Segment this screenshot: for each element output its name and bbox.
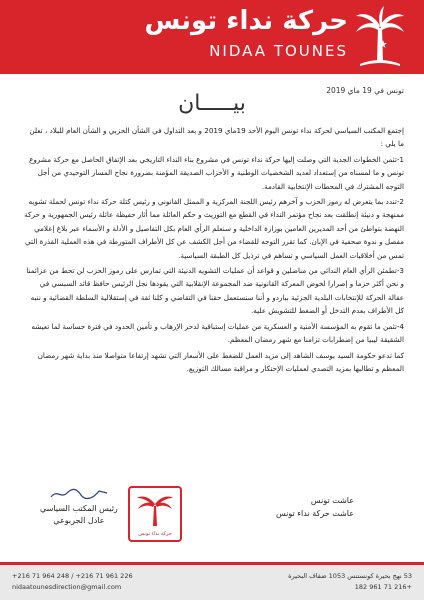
signatory-title: رئيس المكتب السياسي [40,504,118,513]
signatory-name: عادل الجربوعي [53,516,105,525]
closing-paragraph: كما تدعو حكومة السيد يوسف الشاهد إلى مزيد العمل للضغط على الأسعار التي تشهد إرتفاعا متواصلا منذ بداية شهر رمضان المعظم و تطالبها بمزيد التصدي لعمليات الإحتكار و مراقبة مسالك التوزيع. [37,350,404,373]
brand-latin-name: NIDAA TOUNES [209,42,348,60]
footer-contact-left [12,571,133,593]
palm-tree-crescent-star-icon [354,6,406,68]
intro-paragraph: إجتمع المكتب السياسي لحركة نداء تونس اليوم الأحد 19ماي 2019 و بعد التداول في الشأن الحزبي و الشأن العام للبلاد ، تعلن ما يلي : [29,126,404,149]
footer-phone-right: +216 71 961 182 [354,583,412,591]
footer-email: nidaatounesdirection@gmail.com [12,583,122,591]
official-stamp [128,486,182,542]
footer-address: 53 نهج بحيرة كونستنس 1053 ضفاف البحيرة [288,572,412,580]
document-title: بيـــــان [178,91,246,116]
footer-phones: +216 71 964 248 / +216 71 961 226 [12,572,133,580]
brand-arabic-name: حركة نداء تونس [144,6,348,36]
stamp-palm-icon [130,490,180,530]
letterhead-banner [0,0,424,74]
point-2-paragraph: 2-تندد بما يتعرض له رموز الحزب و آخرهم رئيس اللجنة المركزية و الممثل القانوني و رئيس كتلة حركة نداء تونس لحملة تشويه ممنهجة و دنيئة إنطلقت بعد نجاح مؤتمر النداء في القطع مع التوريث و حكم العائلة مما أثار حفيظة عائلة رئيس الجمهورية و حركة النهضة بتواطئ من أحد المديرين العامين بوزارة الداخلية و سنعلم الرأي العام بكل التفاصيل و الأدلة و الأسماء عبر بلاغ إعلامي مفصل و ندوة صحفية في الإبان. كما تقرر التوجه للقضاء من أجل الكشف عن كل الأطراف المتورطة في هذه العملية القذرة التي تمس من أخلاقيات العمل السياسي و تساهم في ترذيل كل الطبقة السياسية. [24,197,404,260]
closing-slogans [276,494,354,520]
statement-body [22,124,404,377]
point-4-paragraph: 4-تثمن ما تقوم به المؤسسة الأمنية و العسكرية من عمليات إستباقية لدحر الإرهاب و تأمين الحدود في فترة حساسة لما تعيشه الشقيقة ليبيا من إضطرابات تزامنا مع شهر رمضان المعظم. [31,321,404,345]
handwritten-signature [49,487,109,501]
signature-block [40,487,118,527]
stamp-text: حركة نداء تونس [138,531,172,537]
slogan-line-1: عاشت تونس [310,496,354,505]
point-1-paragraph: 1-تثمن الخطوات الجدية التي وصلت إليها حركة نداء تونس في مشروع بناء النداء التاريخي بعد الإتفاق الحاصل مع حركة مشروع تونس و ما لمسناه من إستعداد لعديد الشخصيات الوطنية و الأحزاب الصديقة المؤمنة بضرورة نجاح المسار التوحيدي من أجل التوجه المشترك في المحطات الإنتخابية القادمة. [29,154,404,191]
document-date: تونس في 19 ماي 2019 [326,86,404,95]
slogan-line-2: عاشت حركة نداء تونس [275,509,354,518]
footer-contact-right [288,571,412,593]
letterhead-footer [0,562,424,600]
point-3-paragraph: 3-تطمئن الرأي العام الندائي من مناضلين و قواعد أن عمليات التشويه الدنيئة التي تمارس على رموز الحزب لن تحط من عزائمنا و نحن أكثر حزما و إصرارا لخوض المعركة القانونية ضد المجموعة الإنقلابية التي يقودها نجل الرئيس حافظ قائد السبسي في عقالة الحركة للإنتخابات البلدية الجزئية بباردو و أننا سنستعمل حقنا في التقاضي و كلنا ثقة في إستقلالية السلطة القضائية و ننبه كل الأطراف بعدم التدخل أو الضغط للتشويش عليه. [26,266,404,316]
